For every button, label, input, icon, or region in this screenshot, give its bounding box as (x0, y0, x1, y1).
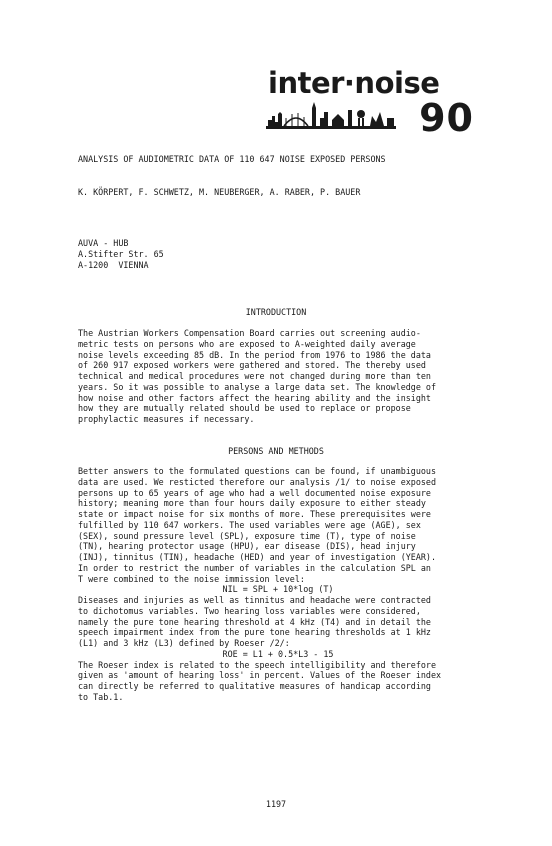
text-line: (SEX), sound pressure level (SPL), exposure time (T), type of noise (78, 530, 416, 541)
logo-brand: inter·noise (268, 66, 440, 100)
text-line: (L1) and 3 kHz (L3) defined by Roeser /2/: (78, 638, 290, 648)
formula-nil: NIL = SPL + 10*log (T) (222, 584, 334, 595)
text-line: data are used. We resticted therefore our analysis /1/ to noise exposed (78, 476, 436, 487)
text-line: Diseases and injuries as well as tinnitus and headache were contracted (78, 595, 431, 605)
text-line: fulfilled by 110 647 workers. The used variables were age (AGE), sex (78, 519, 421, 530)
text-line: The Roeser index is related to the speech intelligibility and therefore (78, 659, 436, 670)
affiliation-line: AUVA - HUB (78, 238, 129, 248)
text-line: state or impact noise for six months of more. These prerequisites were (78, 509, 431, 519)
text-line: of 260 917 exposed workers were gathered and stored. The thereby used (78, 360, 426, 371)
text-line: to Tab.1. (78, 691, 124, 702)
affiliation-line: A-1200 VIENNA (78, 259, 149, 270)
section-heading-introduction: INTRODUCTION (245, 307, 307, 317)
text-line: to dichotomus variables. Two hearing loss variables were considered, (78, 605, 421, 616)
text-line: T were combined to the noise immission level: (78, 573, 305, 584)
text-line: how noise and other factors affect the hearing ability and the insight (78, 392, 431, 403)
affiliation-line: A.Stifter Str. 65 (78, 248, 164, 259)
text-line: persons up to 65 years of age who had a well documented noise exposure (78, 487, 431, 498)
author-list: K. KÖRPERT, F. SCHWETZ, M. NEUBERGER, A. RABER, P. BAUER (78, 187, 361, 197)
formula-roe: ROE = L1 + 0.5*L3 - 15 (222, 648, 334, 659)
text-line: can directly be referred to qualitative measures of handicap according (78, 681, 431, 691)
text-line: (TN), hearing protector usage (HPU), ear disease (DIS), head injury (78, 541, 416, 552)
section-heading-persons-methods: PERSONS AND METHODS (228, 446, 324, 456)
text-line: Better answers to the formulated questions can be found, if unambiguous (78, 466, 436, 476)
text-line: given as 'amount of hearing loss' in percent. Values of the Roeser index (78, 670, 442, 681)
conference-logo (262, 66, 482, 140)
methods-paragraph (78, 466, 478, 703)
text-line: (INJ), tinnitus (TIN), headache (HED) and year of investigation (YEAR). (78, 552, 436, 562)
logo-year: 90 (419, 96, 474, 140)
skyline-icon (266, 100, 396, 132)
text-line: speech impairment index from the pure tone hearing thresholds at 1 kHz (78, 627, 431, 638)
text-line: history; meaning more than four hours daily exposure to either steady (78, 498, 426, 509)
text-line: In order to restrict the number of variables in the calculation SPL an (78, 562, 431, 573)
text-line: metric tests on persons who are exposed to A-weighted daily average (78, 338, 416, 349)
affiliation-block (78, 238, 478, 270)
text-line: how they are mutually related should be used to replace or propose (78, 403, 411, 414)
text-line: technical and medical procedures were not changed during more than ten (78, 371, 431, 381)
text-line: namely the pure tone hearing threshold at 4 kHz (T4) and in detail the (78, 616, 431, 627)
text-line: The Austrian Workers Compensation Board carries out screening audio- (78, 328, 421, 338)
text-line: prophylactic measures if necessary. (78, 414, 255, 424)
text-line: noise levels exceeding 85 dB. In the period from 1976 to 1986 the data (78, 349, 431, 360)
introduction-paragraph (78, 328, 478, 425)
page-number: 1197 (265, 799, 287, 809)
paper-title: ANALYSIS OF AUDIOMETRIC DATA OF 110 647 NOISE EXPOSED PERSONS (78, 154, 386, 164)
text-line: years. So it was possible to analyse a large data set. The knowledge of (78, 381, 436, 392)
